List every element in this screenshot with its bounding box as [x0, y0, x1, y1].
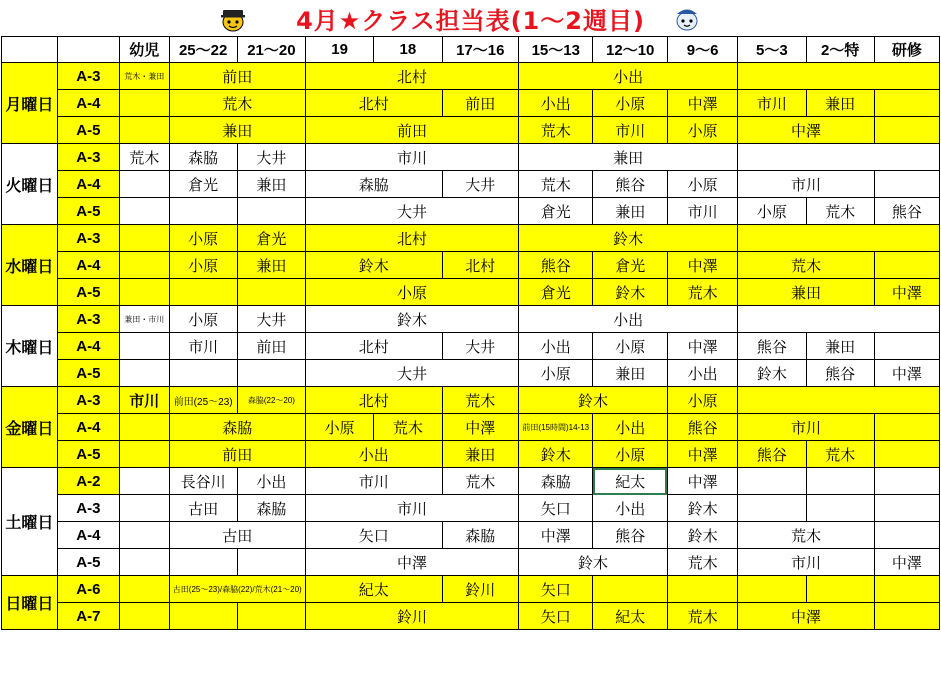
assignment-cell[interactable]: 中澤: [667, 252, 737, 279]
class-label: A-5: [57, 279, 119, 306]
assignment-cell[interactable]: [738, 225, 940, 252]
column-header-13: 研修: [874, 37, 939, 63]
assignment-cell[interactable]: [119, 117, 169, 144]
column-header-2: 幼児: [119, 37, 169, 63]
assignment-cell[interactable]: [738, 495, 806, 522]
class-assignment-table: [1, 36, 940, 630]
assignment-cell[interactable]: 矢口: [519, 495, 593, 522]
table-row: [2, 468, 940, 495]
assignment-cell[interactable]: 荒木: [374, 414, 442, 441]
table-row: [2, 117, 940, 144]
mascot-icon-right: [672, 2, 702, 32]
assignment-cell[interactable]: 前田: [169, 441, 306, 468]
column-header-5: 19: [306, 37, 374, 63]
class-label: A-4: [57, 252, 119, 279]
class-label: A-3: [57, 387, 119, 414]
assignment-cell[interactable]: [874, 468, 939, 495]
table-row: [2, 576, 940, 603]
column-header-3: 25～22: [169, 37, 237, 63]
assignment-cell[interactable]: 荒木: [738, 522, 875, 549]
class-label: A-5: [57, 441, 119, 468]
table-row: [2, 252, 940, 279]
assignment-cell[interactable]: 小原: [593, 441, 667, 468]
class-label: A-7: [57, 603, 119, 630]
assignment-cell[interactable]: 小原: [667, 387, 737, 414]
assignment-cell[interactable]: 市川: [667, 198, 737, 225]
class-label: A-2: [57, 468, 119, 495]
table-row: [2, 279, 940, 306]
assignment-cell[interactable]: [169, 549, 237, 576]
assignment-cell[interactable]: 北村: [306, 90, 443, 117]
assignment-cell[interactable]: 中澤: [306, 549, 519, 576]
assignment-cell[interactable]: 森脇: [519, 468, 593, 495]
table-row: [2, 603, 940, 630]
assignment-cell[interactable]: 森脇: [442, 522, 519, 549]
assignment-cell[interactable]: 大井: [306, 360, 519, 387]
assignment-cell[interactable]: 小原: [169, 252, 237, 279]
assignment-cell[interactable]: [874, 333, 939, 360]
class-label: A-5: [57, 360, 119, 387]
day-label: 土曜日: [2, 468, 58, 576]
column-header-4: 21～20: [237, 37, 305, 63]
table-row: [2, 225, 940, 252]
assignment-cell[interactable]: 熊谷: [806, 360, 874, 387]
assignment-cell[interactable]: 熊谷: [519, 252, 593, 279]
assignment-cell[interactable]: 小原: [306, 414, 374, 441]
column-header-10: 9～6: [667, 37, 737, 63]
assignment-cell[interactable]: 市川: [169, 333, 237, 360]
assignment-cell[interactable]: 熊谷: [593, 171, 667, 198]
assignment-cell[interactable]: [874, 252, 939, 279]
table-row: [2, 90, 940, 117]
assignment-cell[interactable]: 荒木: [806, 198, 874, 225]
assignment-cell[interactable]: [874, 441, 939, 468]
assignment-cell[interactable]: 市川: [119, 387, 169, 414]
assignment-cell[interactable]: [738, 63, 940, 90]
table-row: [2, 414, 940, 441]
assignment-cell[interactable]: [806, 495, 874, 522]
assignment-cell[interactable]: 兼田: [169, 117, 306, 144]
assignment-cell[interactable]: 中澤: [442, 414, 519, 441]
table-row: [2, 549, 940, 576]
assignment-cell[interactable]: [874, 603, 939, 630]
day-label: 水曜日: [2, 225, 58, 306]
column-header-7: 17～16: [442, 37, 519, 63]
title-bar: [0, 0, 941, 36]
assignment-cell[interactable]: 兼田: [442, 441, 519, 468]
assignment-cell[interactable]: [119, 441, 169, 468]
column-header-8: 15～13: [519, 37, 593, 63]
assignment-cell[interactable]: 森脇(22～20): [237, 387, 305, 414]
assignment-cell[interactable]: 紀太: [593, 468, 667, 495]
class-label: A-3: [57, 495, 119, 522]
assignment-cell[interactable]: 中澤: [874, 279, 939, 306]
assignment-cell[interactable]: [119, 90, 169, 117]
assignment-cell[interactable]: 中澤: [738, 117, 875, 144]
assignment-cell[interactable]: 荒木: [519, 117, 593, 144]
assignment-cell[interactable]: 兼田: [237, 252, 305, 279]
assignment-cell[interactable]: [237, 549, 305, 576]
assignment-cell[interactable]: 小原: [593, 333, 667, 360]
assignment-cell[interactable]: 荒木: [667, 279, 737, 306]
column-header-11: 5～3: [738, 37, 806, 63]
assignment-cell[interactable]: [874, 171, 939, 198]
assignment-cell[interactable]: [738, 306, 940, 333]
assignment-cell[interactable]: 兼田: [519, 144, 738, 171]
assignment-cell[interactable]: [119, 468, 169, 495]
assignment-cell[interactable]: 大井: [442, 171, 519, 198]
assignment-cell[interactable]: 兼田: [806, 90, 874, 117]
assignment-cell[interactable]: 小原: [169, 306, 237, 333]
assignment-cell[interactable]: [119, 603, 169, 630]
assignment-cell[interactable]: 小出: [593, 495, 667, 522]
assignment-cell[interactable]: 古田: [169, 495, 237, 522]
table-row: [2, 333, 940, 360]
class-label: A-3: [57, 144, 119, 171]
assignment-cell[interactable]: [119, 171, 169, 198]
class-label: A-3: [57, 225, 119, 252]
assignment-cell[interactable]: 前田(15時間)14-13: [519, 414, 593, 441]
assignment-cell[interactable]: 小出: [519, 306, 738, 333]
assignment-cell[interactable]: 中澤: [519, 522, 593, 549]
assignment-cell[interactable]: 矢口: [519, 603, 593, 630]
assignment-cell[interactable]: 荒木: [738, 252, 875, 279]
column-header-0: [2, 37, 58, 63]
assignment-cell[interactable]: [169, 198, 237, 225]
assignment-cell[interactable]: 北村: [442, 252, 519, 279]
assignment-cell[interactable]: [119, 360, 169, 387]
assignment-cell[interactable]: [593, 576, 667, 603]
assignment-cell[interactable]: 熊谷: [667, 414, 737, 441]
assignment-cell[interactable]: 市川: [738, 414, 875, 441]
assignment-cell[interactable]: 古田(25～23)/森脇(22)/荒木(21～20): [169, 576, 306, 603]
assignment-cell[interactable]: 中澤: [667, 441, 737, 468]
assignment-cell[interactable]: 熊谷: [738, 441, 806, 468]
assignment-cell[interactable]: [169, 279, 237, 306]
assignment-cell[interactable]: 荒木: [667, 549, 737, 576]
assignment-cell[interactable]: 森脇: [169, 414, 306, 441]
assignment-cell[interactable]: 市川: [306, 144, 519, 171]
assignment-cell[interactable]: 北村: [306, 225, 519, 252]
class-label: A-4: [57, 171, 119, 198]
assignment-cell[interactable]: 小原: [306, 279, 519, 306]
assignment-cell[interactable]: 小出: [237, 468, 305, 495]
day-label: 日曜日: [2, 576, 58, 630]
assignment-cell[interactable]: [237, 360, 305, 387]
assignment-cell[interactable]: [119, 495, 169, 522]
assignment-cell[interactable]: 倉光: [237, 225, 305, 252]
assignment-cell[interactable]: 小出: [593, 414, 667, 441]
assignment-cell[interactable]: 熊谷: [738, 333, 806, 360]
class-label: A-4: [57, 333, 119, 360]
assignment-cell[interactable]: 鈴木: [519, 441, 593, 468]
table-row: [2, 387, 940, 414]
assignment-cell[interactable]: 鈴木: [519, 225, 738, 252]
assignment-cell[interactable]: 紀太: [306, 576, 443, 603]
assignment-cell[interactable]: [738, 468, 806, 495]
assignment-cell[interactable]: 市川: [738, 171, 875, 198]
assignment-cell[interactable]: 兼田: [593, 360, 667, 387]
mascot-icon-left: [218, 2, 248, 32]
assignment-cell[interactable]: 鈴川: [306, 603, 519, 630]
assignment-cell[interactable]: 北村: [306, 333, 443, 360]
assignment-cell[interactable]: [667, 576, 737, 603]
table-row: [2, 441, 940, 468]
assignment-cell[interactable]: 市川: [738, 90, 806, 117]
assignment-cell[interactable]: 大井: [306, 198, 519, 225]
assignment-cell[interactable]: 中澤: [738, 603, 875, 630]
assignment-cell[interactable]: 熊谷: [874, 198, 939, 225]
assignment-cell[interactable]: 小原: [519, 360, 593, 387]
class-label: A-5: [57, 549, 119, 576]
assignment-cell[interactable]: [874, 495, 939, 522]
assignment-cell[interactable]: [119, 414, 169, 441]
assignment-cell[interactable]: 市川: [593, 117, 667, 144]
assignment-cell[interactable]: [169, 603, 237, 630]
assignment-cell[interactable]: [874, 576, 939, 603]
assignment-cell[interactable]: 矢口: [519, 576, 593, 603]
assignment-cell[interactable]: 前田: [442, 90, 519, 117]
table-row: [2, 63, 940, 90]
assignment-cell[interactable]: 倉光: [519, 198, 593, 225]
assignment-cell[interactable]: 鈴木: [738, 360, 806, 387]
day-label: 月曜日: [2, 63, 58, 144]
assignment-cell[interactable]: 市川: [306, 495, 519, 522]
assignment-cell[interactable]: [119, 549, 169, 576]
assignment-cell[interactable]: 小原: [169, 225, 237, 252]
assignment-cell[interactable]: 荒木: [119, 144, 169, 171]
assignment-cell[interactable]: [738, 144, 940, 171]
assignment-cell[interactable]: 兼田: [593, 198, 667, 225]
assignment-cell[interactable]: 中澤: [667, 333, 737, 360]
assignment-cell[interactable]: [119, 522, 169, 549]
assignment-cell[interactable]: 兼田: [237, 171, 305, 198]
assignment-cell[interactable]: [874, 90, 939, 117]
assignment-cell[interactable]: 小出: [519, 333, 593, 360]
assignment-cell[interactable]: 兼田: [738, 279, 875, 306]
assignment-cell[interactable]: [738, 576, 806, 603]
assignment-cell[interactable]: 小原: [593, 90, 667, 117]
day-label: 火曜日: [2, 144, 58, 225]
column-header-12: 2～特: [806, 37, 874, 63]
assignment-cell[interactable]: 倉光: [593, 252, 667, 279]
class-label: A-4: [57, 90, 119, 117]
assignment-cell[interactable]: 兼田・市川: [119, 306, 169, 333]
assignment-cell[interactable]: 荒木: [806, 441, 874, 468]
assignment-cell[interactable]: 鈴木: [306, 306, 519, 333]
assignment-cell[interactable]: [119, 252, 169, 279]
assignment-cell[interactable]: [119, 333, 169, 360]
assignment-cell[interactable]: [169, 360, 237, 387]
assignment-cell[interactable]: 小原: [667, 171, 737, 198]
class-label: A-6: [57, 576, 119, 603]
table-row: [2, 360, 940, 387]
assignment-cell[interactable]: 荒木: [442, 468, 519, 495]
assignment-cell[interactable]: 小出: [519, 90, 593, 117]
assignment-cell[interactable]: [806, 576, 874, 603]
day-label: 金曜日: [2, 387, 58, 468]
column-header-1: [57, 37, 119, 63]
class-label: A-3: [57, 306, 119, 333]
assignment-cell[interactable]: 前田(25～23): [169, 387, 237, 414]
assignment-cell[interactable]: 森脇: [237, 495, 305, 522]
assignment-cell[interactable]: [738, 387, 940, 414]
assignment-cell[interactable]: 前田: [306, 117, 519, 144]
assignment-cell[interactable]: 北村: [306, 387, 443, 414]
assignment-cell[interactable]: [874, 522, 939, 549]
assignment-cell[interactable]: [874, 414, 939, 441]
assignment-cell[interactable]: 中澤: [874, 360, 939, 387]
assignment-cell[interactable]: [237, 603, 305, 630]
assignment-cell[interactable]: [119, 279, 169, 306]
assignment-cell[interactable]: [119, 576, 169, 603]
assignment-cell[interactable]: 鈴木: [667, 495, 737, 522]
assignment-cell[interactable]: 熊谷: [593, 522, 667, 549]
assignment-cell[interactable]: 中澤: [667, 468, 737, 495]
assignment-cell[interactable]: 荒木: [442, 387, 519, 414]
assignment-cell[interactable]: 大井: [237, 144, 305, 171]
table-row: [2, 495, 940, 522]
assignment-cell[interactable]: 紀太: [593, 603, 667, 630]
assignment-cell[interactable]: 古田: [169, 522, 306, 549]
class-label: A-5: [57, 198, 119, 225]
assignment-cell[interactable]: 森脇: [306, 171, 443, 198]
table-row: [2, 198, 940, 225]
assignment-cell[interactable]: 鈴川: [442, 576, 519, 603]
assignment-cell[interactable]: 兼田: [806, 333, 874, 360]
assignment-cell[interactable]: 市川: [738, 549, 875, 576]
assignment-cell[interactable]: 小出: [306, 441, 443, 468]
assignment-cell[interactable]: 森脇: [169, 144, 237, 171]
day-label: 木曜日: [2, 306, 58, 387]
assignment-cell[interactable]: 前田: [169, 63, 306, 90]
class-label: A-5: [57, 117, 119, 144]
assignment-cell[interactable]: 中澤: [667, 90, 737, 117]
assignment-cell[interactable]: 鈴木: [519, 549, 668, 576]
assignment-cell[interactable]: 鈴木: [306, 252, 443, 279]
assignment-cell[interactable]: 小原: [738, 198, 806, 225]
assignment-cell[interactable]: 矢口: [306, 522, 443, 549]
assignment-cell[interactable]: [806, 468, 874, 495]
column-header-9: 12～10: [593, 37, 667, 63]
assignment-cell[interactable]: 荒木: [519, 171, 593, 198]
table-row: [2, 522, 940, 549]
assignment-cell[interactable]: [119, 225, 169, 252]
assignment-cell[interactable]: 鈴木: [667, 522, 737, 549]
assignment-cell[interactable]: 荒木: [169, 90, 306, 117]
assignment-cell[interactable]: 中澤: [874, 549, 939, 576]
assignment-cell[interactable]: 小原: [667, 117, 737, 144]
column-header-6: 18: [374, 37, 442, 63]
assignment-cell[interactable]: [119, 198, 169, 225]
assignment-cell[interactable]: 前田: [237, 333, 305, 360]
assignment-cell[interactable]: 大井: [237, 306, 305, 333]
assignment-cell[interactable]: 小出: [519, 63, 738, 90]
assignment-cell[interactable]: [874, 117, 939, 144]
table-header: [2, 37, 940, 63]
table-row: [2, 306, 940, 333]
assignment-cell[interactable]: 荒木・兼田: [119, 63, 169, 90]
assignment-cell[interactable]: 鈴木: [593, 279, 667, 306]
table-row: [2, 171, 940, 198]
assignment-cell[interactable]: 小出: [667, 360, 737, 387]
assignment-cell[interactable]: 鈴木: [519, 387, 668, 414]
assignment-cell[interactable]: 北村: [306, 63, 519, 90]
assignment-cell[interactable]: 倉光: [519, 279, 593, 306]
assignment-cell[interactable]: 市川: [306, 468, 443, 495]
page-title: 4月★クラス担当表(1～2週目): [296, 6, 645, 35]
assignment-cell[interactable]: 荒木: [667, 603, 737, 630]
class-label: A-4: [57, 522, 119, 549]
assignment-cell[interactable]: [237, 279, 305, 306]
assignment-cell[interactable]: 大井: [442, 333, 519, 360]
assignment-cell[interactable]: [237, 198, 305, 225]
table-row: [2, 144, 940, 171]
class-label: A-3: [57, 63, 119, 90]
class-label: A-4: [57, 414, 119, 441]
assignment-cell[interactable]: 倉光: [169, 171, 237, 198]
assignment-cell[interactable]: 長谷川: [169, 468, 237, 495]
